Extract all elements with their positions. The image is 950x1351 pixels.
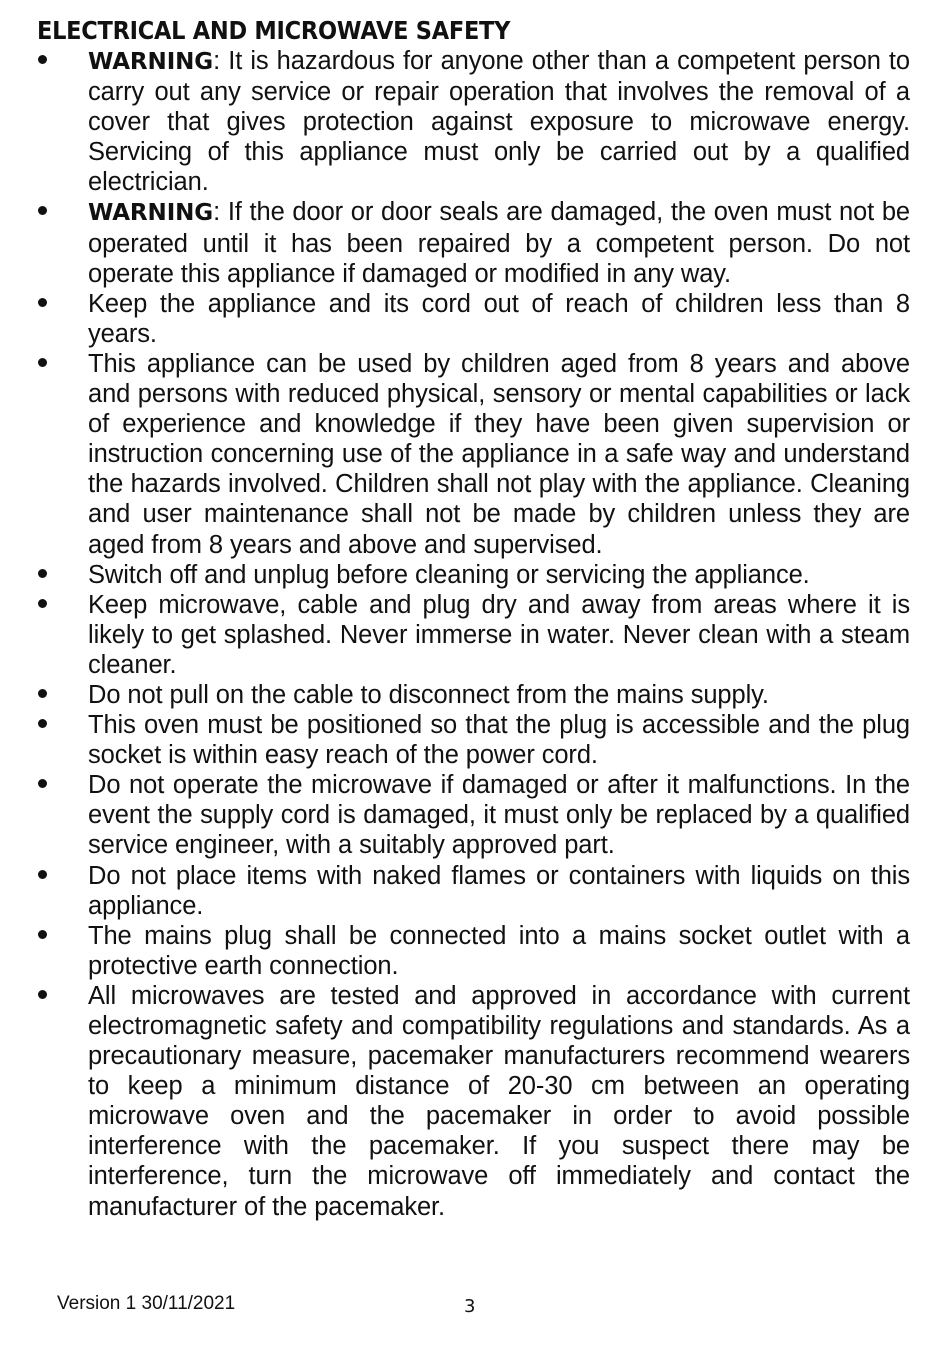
safety-item-text: This appliance can be used by children aged from 8 years and above and persons with reduced physical, sensory or mental capabilities or lack of experience and knowledge if they have been given supervision or instruction concerning use of the appliance in a safe way and understand the hazards involved. Children shall not play with the appliance. Cleaning and user maintenance shall not be made by children unless they are aged from 8 years and above and supervised. — [88, 349, 910, 559]
safety-item-text: This oven must be positioned so that the plug is accessible and the plug socket is within easy reach of the power cord. — [88, 711, 910, 770]
bullet-icon — [38, 990, 47, 999]
safety-item-text: The mains plug shall be connected into a mains socket outlet with a protective earth connection. — [88, 921, 910, 980]
safety-item-11 — [0, 921, 910, 981]
safety-item-text: Switch off and unplug before cleaning or servicing the appliance. — [88, 560, 810, 589]
bullet-icon — [38, 358, 47, 367]
bullet-icon — [38, 689, 47, 698]
safety-item-body: : If the door or door seals are damaged, the oven must not be operated until it has been repaired by a competent person. Do not operate this appliance if damaged or modified in any way. — [88, 198, 910, 288]
safety-item-8 — [0, 710, 910, 770]
safety-item-text — [88, 197, 910, 288]
safety-item-2 — [0, 197, 910, 288]
safety-list — [0, 46, 950, 1222]
bullet-icon — [38, 930, 47, 939]
safety-item-1 — [0, 46, 910, 197]
safety-item-text: Do not place items with naked flames or containers with liquids on this appliance. — [88, 861, 910, 920]
warning-label: WARNING — [88, 200, 214, 227]
safety-item-text: Do not pull on the cable to disconnect from the mains supply. — [88, 680, 769, 709]
bullet-icon — [38, 206, 47, 215]
safety-item-4 — [0, 349, 910, 560]
version-label: Version 1 30/11/2021 — [57, 1293, 236, 1314]
safety-item-text — [88, 46, 910, 197]
safety-item-7 — [0, 680, 910, 710]
safety-item-12 — [0, 981, 910, 1222]
safety-item-text: Keep the appliance and its cord out of reach of children less than 8 years. — [88, 289, 910, 348]
bullet-icon — [38, 298, 47, 307]
safety-item-body: : It is hazardous for anyone other than a competent person to carry out any service or repair operation that involves the removal of a cover that gives protection against exposure to microwave energy. Servicing of this appliance must only be carried out by a qualified electrician. — [88, 47, 910, 197]
bullet-icon — [38, 779, 47, 788]
bullet-icon — [38, 719, 47, 728]
safety-item-3 — [0, 289, 910, 349]
safety-item-text: Keep microwave, cable and plug dry and away from areas where it is likely to get splashed. Never immerse in water. Never clean with a steam cleaner. — [88, 590, 910, 679]
safety-item-6 — [0, 590, 910, 680]
bullet-icon — [38, 599, 47, 608]
safety-item-9 — [0, 770, 910, 860]
page-number: 3 — [464, 1296, 476, 1317]
safety-item-10 — [0, 861, 910, 921]
bullet-icon — [38, 55, 47, 64]
safety-item-5 — [0, 560, 910, 590]
safety-item-text: Do not operate the microwave if damaged or after it malfunctions. In the event the supply cord is damaged, it must only be replaced by a qualified service engineer, with a suitably approved part. — [88, 771, 910, 860]
bullet-icon — [38, 870, 47, 879]
section-heading: ELECTRICAL AND MICROWAVE SAFETY — [37, 16, 511, 45]
warning-label: WARNING — [88, 49, 214, 75]
safety-item-text: All microwaves are tested and approved in accordance with current electromagnetic safety and compatibility regulations and standards. As a precautionary measure, pacemaker manufacturers recommend wearers to keep a minimum distance of 20-30 cm between an operating microwave oven and the pacemaker in order to avoid possible interference with the pacemaker. If you suspect there may be interference, turn the microwave off immediately and contact the manufacturer of the pacemaker. — [88, 981, 910, 1221]
bullet-icon — [38, 569, 47, 578]
